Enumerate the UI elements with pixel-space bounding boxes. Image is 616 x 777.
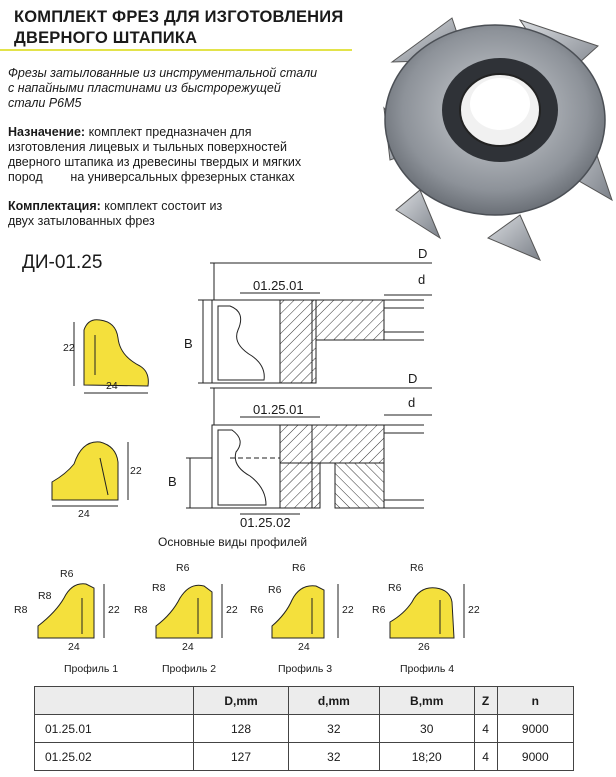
table-header: Z xyxy=(474,687,497,715)
table-cell: 128 xyxy=(194,715,289,743)
table-header-row xyxy=(35,687,574,715)
specs-table xyxy=(34,686,574,771)
kit-line: комплект состоит из xyxy=(100,199,223,213)
table-header xyxy=(35,687,194,715)
dim-height-lower: 22 xyxy=(130,465,142,477)
profile-3-width: 24 xyxy=(298,641,310,653)
profile-3-label: Профиль 3 xyxy=(278,663,333,675)
profile-2-label: Профиль 2 xyxy=(162,663,217,675)
profile-3-height: 22 xyxy=(342,604,354,616)
intro-line: стали Р6М5 xyxy=(8,96,82,110)
intro-line: с напайными пластинами из быстрорежущей xyxy=(8,81,281,95)
dim-width-upper: 24 xyxy=(106,380,118,392)
profiles-caption: Основные виды профилей xyxy=(158,535,308,549)
title-line-1: КОМПЛЕКТ ФРЕЗ ДЛЯ ИЗГОТОВЛЕНИЯ xyxy=(14,8,344,26)
table-header: B,mm xyxy=(379,687,474,715)
profile-1-height: 22 xyxy=(108,604,120,616)
title-line-2: ДВЕРНОГО ШТАПИКА xyxy=(14,29,198,47)
profile-3-radius: R6 xyxy=(292,562,306,574)
purpose-line: дверного штапика из древесины твердых и мягких xyxy=(8,155,302,169)
profile-4-radius: R6 xyxy=(388,582,402,594)
label-D-lower: D xyxy=(408,371,418,386)
table-cell: 9000 xyxy=(497,743,573,771)
table-cell: 32 xyxy=(288,715,379,743)
profile-2-height: 22 xyxy=(226,604,238,616)
profile-4-height: 22 xyxy=(468,604,480,616)
profile-3-radius: R6 xyxy=(250,604,264,616)
profile-1-radius: R8 xyxy=(14,604,28,616)
kit-label: Комплектация: xyxy=(8,199,101,213)
profile-4-label: Профиль 4 xyxy=(400,663,455,675)
profile-2-radius: R6 xyxy=(176,562,190,574)
profile-1-width: 24 xyxy=(68,641,80,653)
profile-2-shape xyxy=(156,584,222,638)
label-d-lower: d xyxy=(408,395,416,410)
table-cell: 4 xyxy=(474,715,497,743)
table-cell: 4 xyxy=(474,743,497,771)
table-header: d,mm xyxy=(288,687,379,715)
table-row xyxy=(35,743,574,771)
label-B-upper: B xyxy=(184,336,193,351)
table-cell: 30 xyxy=(379,715,474,743)
profile-3-radius: R6 xyxy=(268,584,282,596)
code-lower: 01.25.02 xyxy=(240,515,291,530)
dim-width-lower: 24 xyxy=(78,508,90,520)
table-header: n xyxy=(497,687,573,715)
purpose-line: изготовления лицевых и тыльных поверхностей xyxy=(8,140,287,154)
label-D-upper: D xyxy=(418,246,428,261)
table-cell: 9000 xyxy=(497,715,573,743)
kit-line: двух затылованных фрез xyxy=(8,214,155,228)
profile-4-radius: R6 xyxy=(410,562,424,574)
table-cell: 32 xyxy=(288,743,379,771)
purpose-label: Назначение: xyxy=(8,125,86,139)
dim-height-upper: 22 xyxy=(63,342,75,354)
profile-3-shape xyxy=(272,584,338,638)
profile-1-radius: R6 xyxy=(60,568,74,580)
model-code: ДИ-01.25 xyxy=(22,252,103,273)
profile-1-radius: R8 xyxy=(38,590,52,602)
intro-line: Фрезы затылованные из инструментальной стали xyxy=(8,66,318,80)
purpose-line: комплект предназначен для xyxy=(85,125,252,139)
table-row xyxy=(35,715,574,743)
code-middle: 01.25.01 xyxy=(253,402,304,417)
profile-2-width: 24 xyxy=(182,641,194,653)
table-cell: 18;20 xyxy=(379,743,474,771)
table-header: D,mm xyxy=(194,687,289,715)
code-upper: 01.25.01 xyxy=(253,278,304,293)
profile-4-width: 26 xyxy=(418,641,430,653)
profile-1-label: Профиль 1 xyxy=(64,663,119,675)
profile-2-radius: R8 xyxy=(134,604,148,616)
purpose-line: пород на универсальных фрезерных станках xyxy=(8,170,295,184)
label-B-lower: B xyxy=(168,474,177,489)
profile-4-radius: R6 xyxy=(372,604,386,616)
label-d-upper: d xyxy=(418,272,426,287)
table-cell: 127 xyxy=(194,743,289,771)
table-cell: 01.25.02 xyxy=(35,743,194,771)
table-cell: 01.25.01 xyxy=(35,715,194,743)
profile-2-radius: R8 xyxy=(152,582,166,594)
